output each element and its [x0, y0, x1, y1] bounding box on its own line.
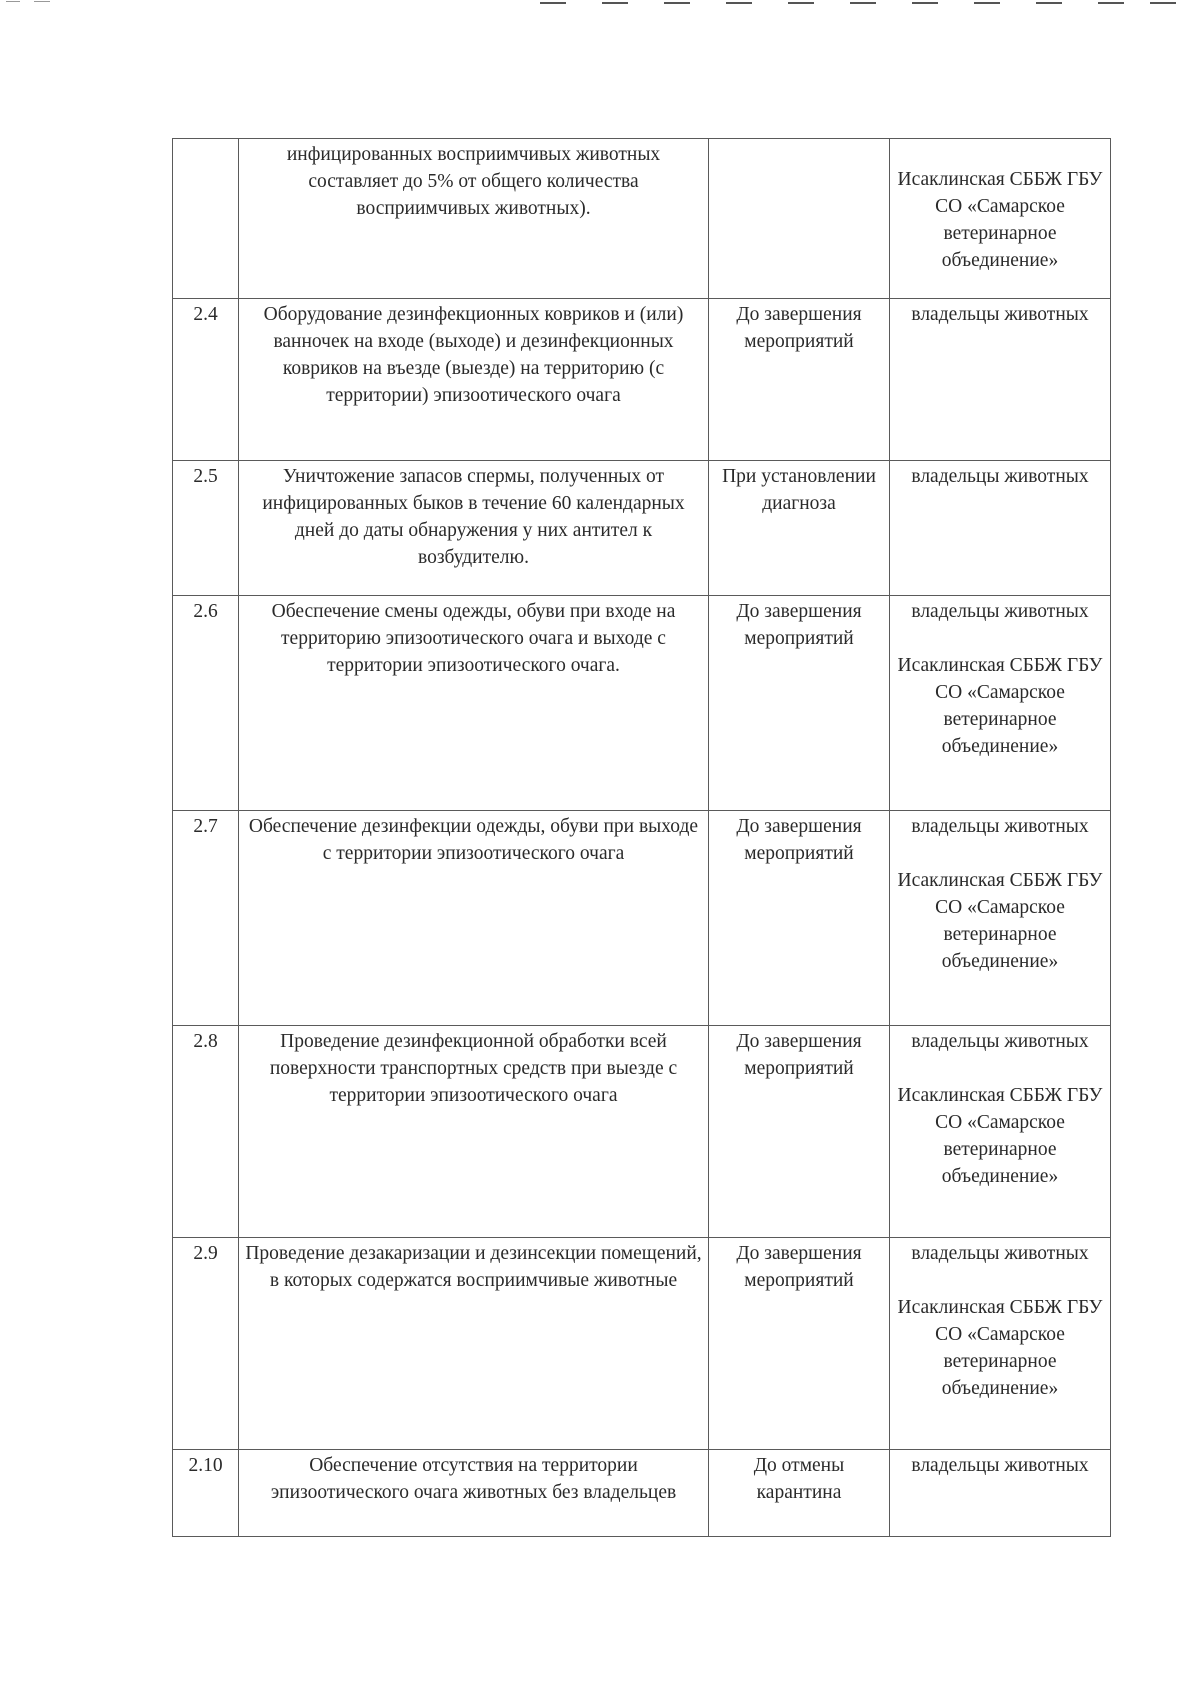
- row-number: 2.7: [173, 811, 239, 1026]
- responsible-top: владельцы животных: [911, 816, 1089, 837]
- responsible-cell: [890, 1450, 1111, 1537]
- table-row: [173, 1026, 1111, 1238]
- action-text: Проведение дезинфекционной обработки всей поверхности транспортных средств при выезде с территории эпизоотического очага: [239, 1026, 709, 1238]
- responsible-top: владельцы животных: [911, 1455, 1089, 1476]
- responsible-cell: [890, 596, 1111, 811]
- row-number: 2.8: [173, 1026, 239, 1238]
- term-text: До отмены карантина: [709, 1450, 890, 1537]
- row-number: 2.6: [173, 596, 239, 811]
- term-text: До завершения мероприятий: [709, 1238, 890, 1450]
- responsible-cell: [890, 461, 1111, 596]
- scan-top-dashes: [540, 0, 1180, 6]
- responsible-bottom: Исаклинская СББЖ ГБУ СО «Самарское ветеринарное объединение»: [897, 655, 1103, 757]
- responsible-bottom: Исаклинская СББЖ ГБУ СО «Самарское ветеринарное объединение»: [897, 169, 1103, 271]
- row-number: 2.10: [173, 1450, 239, 1537]
- responsible-cell: [890, 811, 1111, 1026]
- responsible-top: владельцы животных: [911, 1243, 1089, 1264]
- scan-corner-mark: [0, 0, 60, 4]
- table-row: [173, 461, 1111, 596]
- responsible-bottom: Исаклинская СББЖ ГБУ СО «Самарское ветеринарное объединение»: [897, 1297, 1103, 1399]
- row-number: 2.4: [173, 299, 239, 461]
- row-number: 2.5: [173, 461, 239, 596]
- responsible-bottom: Исаклинская СББЖ ГБУ СО «Самарское ветеринарное объединение»: [897, 1085, 1103, 1187]
- responsible-top: владельцы животных: [911, 304, 1089, 325]
- action-text: Проведение дезакаризации и дезинсекции помещений, в которых содержатся восприимчивые животные: [239, 1238, 709, 1450]
- action-text: инфицированных восприимчивых животных составляет до 5% от общего количества восприимчивых животных).: [239, 139, 709, 299]
- action-text: Уничтожение запасов спермы, полученных от инфицированных быков в течение 60 календарных дней до даты обнаружения у них антител к возбудителю.: [239, 461, 709, 596]
- table-row: [173, 139, 1111, 299]
- responsible-cell: [890, 1026, 1111, 1238]
- measures-table: [172, 138, 1111, 1537]
- action-text: Обеспечение дезинфекции одежды, обуви при выходе с территории эпизоотического очага: [239, 811, 709, 1026]
- responsible-top: владельцы животных: [911, 466, 1089, 487]
- action-text: Оборудование дезинфекционных ковриков и (или) ванночек на входе (выходе) и дезинфекционных ковриков на въезде (выезде) на территорию (с территории) эпизоотического очага: [239, 299, 709, 461]
- term-text: До завершения мероприятий: [709, 1026, 890, 1238]
- term-text: До завершения мероприятий: [709, 811, 890, 1026]
- responsible-top: владельцы животных: [911, 601, 1089, 622]
- responsible-bottom: Исаклинская СББЖ ГБУ СО «Самарское ветеринарное объединение»: [897, 870, 1103, 972]
- term-text: При установлении диагноза: [709, 461, 890, 596]
- responsible-cell: [890, 299, 1111, 461]
- action-text: Обеспечение смены одежды, обуви при входе на территорию эпизоотического очага и выходе с территории эпизоотического очага.: [239, 596, 709, 811]
- responsible-cell: [890, 139, 1111, 299]
- responsible-top: владельцы животных: [911, 1031, 1089, 1052]
- responsible-cell: [890, 1238, 1111, 1450]
- table-row: [173, 811, 1111, 1026]
- table-row: [173, 1238, 1111, 1450]
- term-text: До завершения мероприятий: [709, 299, 890, 461]
- row-number: [173, 139, 239, 299]
- table-row: [173, 299, 1111, 461]
- term-text: До завершения мероприятий: [709, 596, 890, 811]
- table-row: [173, 1450, 1111, 1537]
- term-text: [709, 139, 890, 299]
- table-row: [173, 596, 1111, 811]
- row-number: 2.9: [173, 1238, 239, 1450]
- action-text: Обеспечение отсутствия на территории эпизоотического очага животных без владельцев: [239, 1450, 709, 1537]
